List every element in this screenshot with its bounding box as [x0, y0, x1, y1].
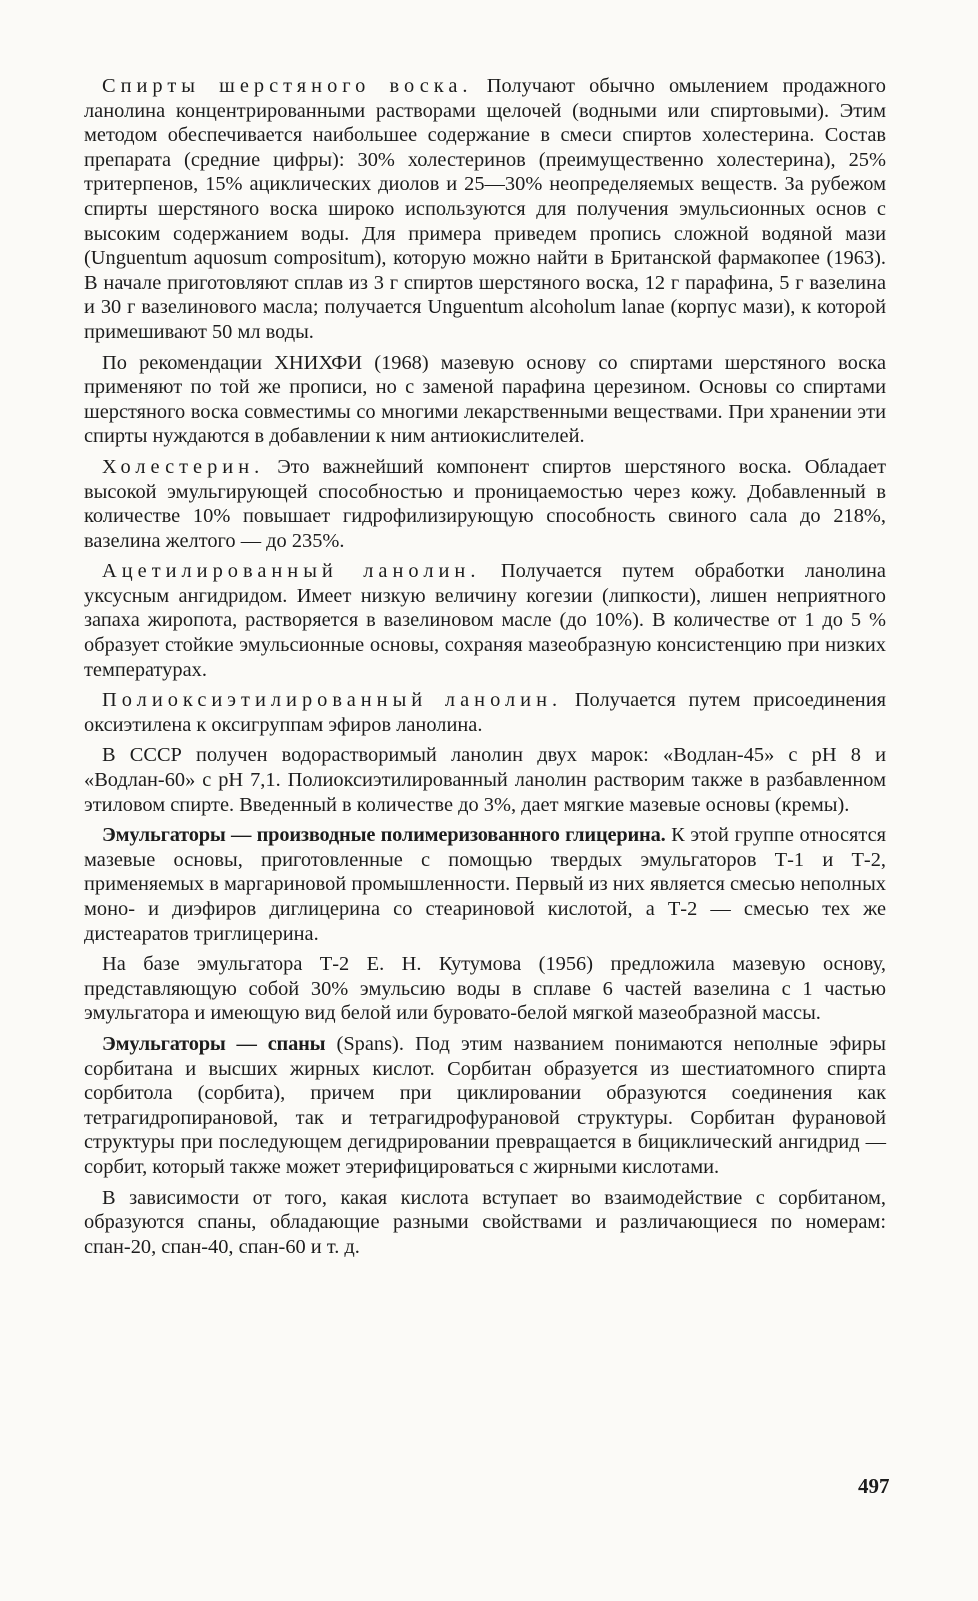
paragraph-lead: Холестерин.	[102, 455, 265, 478]
paragraph-wool-wax-alcohols	[84, 74, 886, 345]
paragraph-lead: Спирты шерстяного воска.	[102, 75, 473, 97]
paragraph-kutumova	[84, 952, 886, 1026]
paragraph-lead: Эмульгаторы — спаны	[102, 1032, 326, 1055]
paragraph-text: (Spans). Под этим названием понимаются неполные эфиры сорбитана и высших жирных кислот. Сорбитан образуется из шестиатомного спирта сорбитола (сорбита), причем при циклировании образуются соединения как тетрагидропирановой, так и тетрагидрофурановой структуры. Сорбитан фурановой структуры при последующем дегидрировании превращается в бициклический ангидрид — сорбит, который также может этерифицироваться с жирными кислотами.	[84, 1032, 886, 1178]
paragraph-text: Получают обычно омылением продажного ланолина концентрированными растворами щелочей (водными или спиртовыми). Этим методом обеспечивается наибольшее содержание в смеси спиртов холестерина. Состав препарата (средние цифры): 30% холестеринов (преимущественно холестерина), 25% тритерпенов, 15% ациклических диолов и 25—30% неопределяемых веществ. За рубежом спирты шерстяного воска широко используются для получения эмульсионных основ с высоким содержанием воды. Для примера приведем пропись сложной водяной мази (Unguentum aquosum compositum), которую можно найти в Британской фармакопее (1963). В начале приготовляют сплав из 3 г спиртов шерстяного воска, 12 г парафина, 5 г вазелина и 30 г вазелинового масла; получается Unguentum alcoholum lanae (корпус мази), к которой примешивают 50 мл воды.	[84, 75, 887, 343]
paragraph-text: Получается путем обработки ланолина уксусным ангидридом. Имеет низкую величину когезии (липкости), лишен неприятного запаха жиропота, растворяется в вазелиновом масле (до 10%). В количестве от 1 до 5 % образует стойкие эмульсионные основы, сохраняя мазеобразную консистенцию при низких температурах.	[84, 560, 886, 681]
paragraph-lead: Ацетилированный ланолин.	[102, 560, 481, 583]
paragraph-spans	[84, 1032, 886, 1180]
page-number: 497	[858, 1474, 890, 1498]
paragraph-vodlan	[84, 743, 886, 817]
paragraph-span-numbers	[84, 1186, 886, 1260]
paragraph-text: По рекомендации ХНИХФИ (1968) мазевую основу со спиртами шерстяного воска применяют по той же прописи, но с заменой парафина церезином. Основы со спиртами шерстяного воска совместимы со многими лекарственными веществами. При хранении эти спирты нуждаются в добавлении к ним антиокислителей.	[84, 351, 886, 448]
paragraph-text: К этой группе относятся мазевые основы, приготовленные с помощью твердых эмульгаторов Т-1 и Т-2, применяемых в маргариновой промышленности. Первый из них является смесью неполных моно- и диэфиров диглицерина со стеариновой кислотой, а Т-2 — смесью тех же дистеаратов триглицерина.	[84, 824, 886, 945]
paragraph-khnikhfi	[84, 351, 886, 449]
paragraph-text: В СССР получен водорастворимый ланолин двух марок: «Водлан-45» с pH 8 и «Водлан-60» с pH 7,1. Полиоксиэтилированный ланолин растворим также в разбавленном этиловом спирте. Введенный в количестве до 3%, дает мягкие мазевые основы (кремы).	[84, 744, 886, 816]
paragraph-text: Получается путем присоединения оксиэтилена к оксигруппам эфиров ланолина.	[84, 689, 886, 736]
paragraph-glycerol-emulsifiers	[84, 823, 886, 946]
paragraph-polyoxyethylated-lanolin	[84, 688, 886, 737]
paragraph-text: На базе эмульгатора Т-2 Е. Н. Кутумова (1956) предложила мазевую основу, представляющую собой 30% эмульсию воды в сплаве 6 частей вазелина с 1 частью эмульгатора и имеющую вид белой или буровато-белой мягкой мазеобразной массы.	[84, 953, 886, 1025]
paragraph-acetylated-lanolin	[84, 559, 886, 682]
paragraph-text: В зависимости от того, какая кислота вступает во взаимодействие с сорбитаном, образуются спаны, обладающие разными свойствами и различающиеся по номерам: спан-20, спан-40, спан-60 и т. д.	[84, 1186, 886, 1258]
paragraph-lead: Полиоксиэтилированный ланолин.	[102, 689, 563, 712]
paragraph-text: Это важнейший компонент спиртов шерстяного воска. Обладает высокой эмульгирующей способностью и проницаемостью через кожу. Добавленный в количестве 10% повышает гидрофилизирующую способность свиного сала до 218%, вазелина желтого — до 235%.	[84, 455, 886, 552]
paragraph-cholesterol	[84, 455, 886, 553]
page-body	[84, 74, 886, 1265]
paragraph-lead: Эмульгаторы — производные полимеризованного глицерина.	[102, 824, 666, 847]
